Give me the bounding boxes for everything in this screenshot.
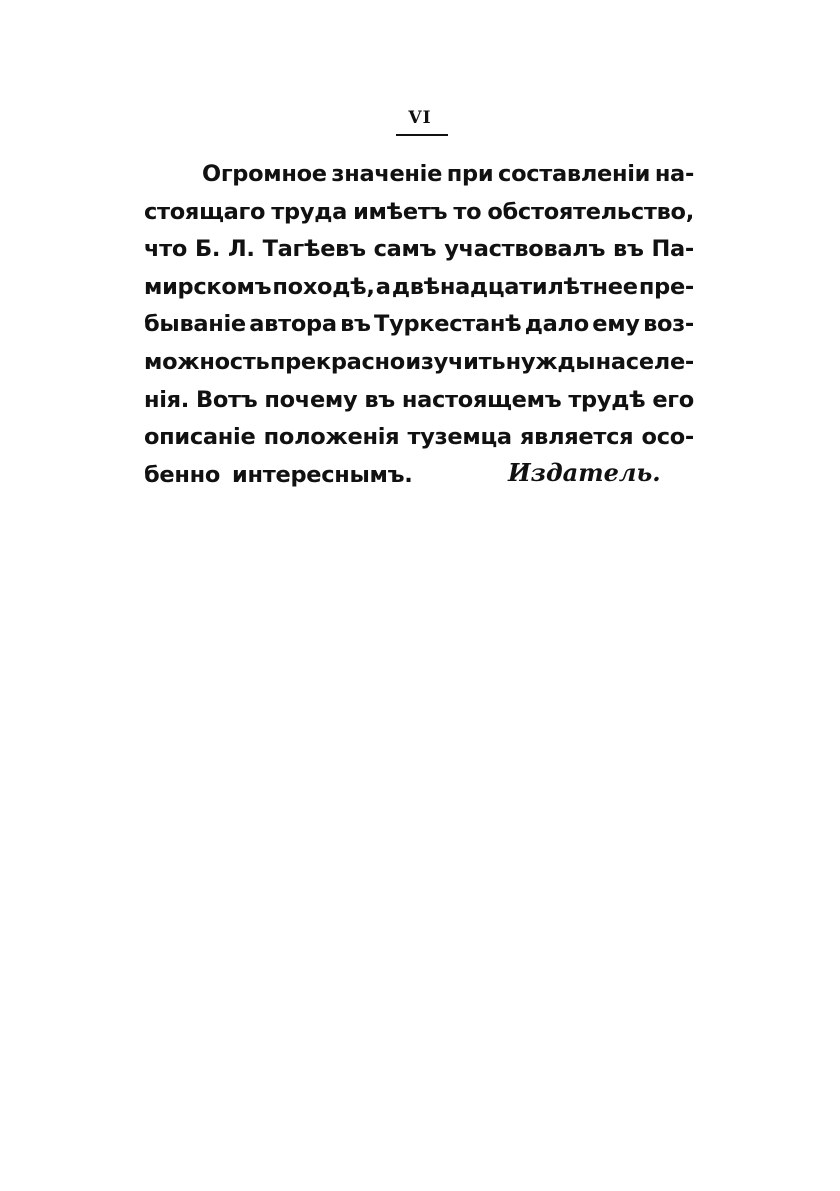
word: трудѣ — [568, 386, 646, 413]
word: изучить — [405, 348, 506, 375]
page-number: VI — [408, 108, 432, 128]
word: нужды — [505, 348, 596, 375]
text-line — [144, 306, 694, 344]
word: Б. — [194, 236, 221, 263]
word: на- — [654, 161, 694, 187]
word: Па- — [651, 236, 694, 263]
text-line — [144, 231, 694, 269]
word: бенно — [144, 461, 221, 488]
word: стоящаго — [144, 198, 266, 225]
word: труда — [271, 198, 347, 225]
word: нія. — [144, 386, 190, 413]
word: его — [652, 386, 694, 413]
word: Огромное — [202, 161, 327, 187]
word: Туркестанѣ — [374, 311, 522, 338]
word: въ — [340, 311, 371, 338]
word: воз- — [643, 311, 694, 338]
word: прекрасно — [269, 348, 405, 375]
word: мирскомъ — [144, 273, 272, 300]
word: Тагѣевъ — [262, 236, 366, 263]
paragraph — [144, 156, 694, 494]
word: въ — [613, 236, 644, 263]
word: Вотъ — [196, 386, 258, 413]
word: имѣетъ — [353, 198, 448, 225]
word: автора — [249, 311, 337, 338]
word: дало — [524, 311, 589, 338]
word: въ — [364, 386, 395, 413]
signature: Издатель. — [508, 458, 661, 487]
text-line — [144, 419, 694, 457]
text-line — [144, 269, 694, 307]
word: осо- — [641, 424, 694, 451]
word: составленiи — [498, 161, 651, 187]
word: населе- — [595, 348, 694, 375]
word: интереснымъ. — [232, 461, 413, 488]
text-line — [144, 194, 694, 232]
word: положенія — [263, 424, 400, 451]
word: можность — [144, 348, 270, 375]
word: обстоятельство, — [487, 198, 694, 225]
word: что — [144, 236, 188, 263]
text-line — [144, 156, 694, 194]
word: туземца — [407, 424, 512, 451]
word: при — [446, 161, 494, 187]
word: то — [453, 198, 482, 225]
word: двѣнадцатилѣтнее — [391, 273, 638, 300]
word: походѣ, — [272, 273, 375, 300]
word: самъ — [373, 236, 437, 263]
word: а — [375, 273, 391, 300]
word: ему — [592, 311, 640, 338]
word: почему — [264, 386, 358, 413]
header-rule — [396, 134, 448, 136]
text-line — [144, 344, 694, 382]
word: участвовалъ — [444, 236, 606, 263]
word: описаніе — [144, 424, 256, 451]
word: пре- — [638, 273, 694, 300]
text-line — [144, 382, 694, 420]
word: является — [519, 424, 634, 451]
word: значенie — [331, 161, 443, 187]
word: настоящемъ — [401, 386, 562, 413]
word: Л. — [228, 236, 255, 263]
word: бываніе — [144, 311, 246, 338]
